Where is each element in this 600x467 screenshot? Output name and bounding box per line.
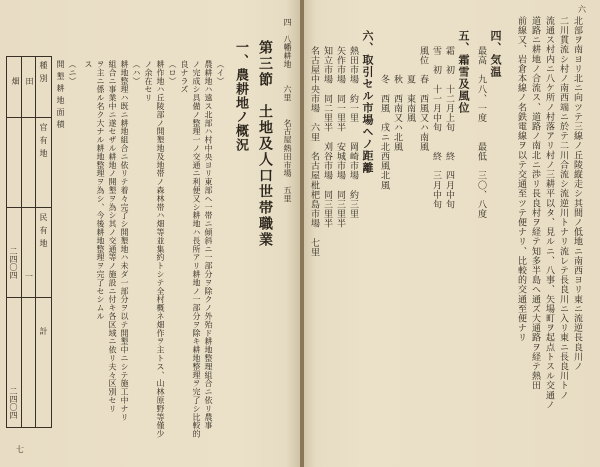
- paragraph-line: 耕地整理ハ既ニ耕地組合ニ依リテ着々完了シ開墾地ハ未ダ一部分ヲ以テ開墾中ニシテ施工中ナリ: [120, 60, 129, 422]
- paragraph-line: ヲ主ニ係ル名ク大ナル耕地整理ヲ為シ、今後耕地整理ヲ完了セシムル: [96, 60, 105, 321]
- frost-line: 霜 初 十二月上旬 終 四月中旬: [444, 46, 454, 210]
- frost-line: 冬 西風 戌ニ北西風北風: [379, 46, 389, 190]
- subsection-marker: （イ）: [216, 60, 225, 86]
- table-divider: [7, 117, 51, 118]
- subsection-marker: （ニ）: [68, 60, 77, 86]
- table-title: 開墾耕地面積: [56, 60, 65, 132]
- paragraph-line: （ロ）: [168, 60, 177, 86]
- paragraph-line: 耕作地ハ丘陵部ノ開墾地及地帯ノ森林帯ハ畑等並集約トシテ全村概ネ畑作ヲ主トス、山林原野等僅少: [156, 60, 165, 438]
- table-header-private: 民有地: [39, 213, 48, 252]
- section-heading: 一、農耕地ノ概況: [233, 40, 248, 152]
- market-line: 名古屋中央市場 六里 名古屋枇杷島市場 七里: [309, 46, 319, 258]
- frost-line: 夏 東南風: [405, 46, 415, 123]
- table-mid-value: 一: [25, 272, 33, 281]
- paragraph-line: 前線又、岩倉本線ノ名鉄電線ヲ以テ交通至ツテ便ナリ、比較的交通至便ナリ: [516, 16, 526, 343]
- page-number-right: 六: [578, 5, 586, 14]
- paragraph-line: ス: [84, 60, 93, 69]
- frost-line: 風位 春 西風又ハ南風: [418, 46, 428, 152]
- table-divider: [7, 207, 51, 208]
- table-divider: [7, 297, 51, 298]
- market-line: 矢作市場 同一里半 安城市場 同三里半: [335, 46, 345, 229]
- table-cell-value: 二四〇四: [9, 387, 18, 419]
- paragraph-line: 組合ニ事業中ニ遂セザル耕地ノ開墾ヲ為シ其ノ交通等ノ施設ニ付キ各区域ニ依リ夫々区別セリ: [108, 60, 117, 413]
- table-cell-value: 二四〇四: [9, 247, 18, 279]
- paragraph-line: 流通ス村内ニ八ケ所ノ村落アリ村ノ三耕平以タ、見ルニ、八事、矢場町ヲ起点トスル交通ノ: [544, 16, 554, 410]
- paragraph-line: ノ完成シ具備ノ整理一ノ交通ニ利便又シ耕地ハ長所アリ耕地ノ一部分ヲ除キ耕地整理ヲ完了シ比較的: [192, 60, 201, 438]
- paragraph-line: 農耕地ハ遠ス北部ハ村中央ヨリ東部ヘ一帯ニ傾斜ニ一部分ヲ除クノ外殆ド耕地整理組合ニ依リ農事: [204, 60, 213, 430]
- section-heading-temperature: 四、気温: [489, 30, 502, 78]
- acreage-table: [6, 56, 52, 428]
- paragraph-line: ノ余在セリ: [144, 60, 153, 102]
- chapter-heading: 第三節 土地及人口世帯職業: [257, 40, 273, 248]
- table-divider: [35, 57, 36, 427]
- table-divider: [21, 57, 22, 427]
- page-number-left: 七: [16, 445, 24, 454]
- table-row-label: 田: [25, 77, 34, 90]
- table-row-label: 畑: [11, 77, 20, 90]
- section-heading-frost: 五、霜雪及風位: [457, 30, 470, 114]
- section-heading-markets: 六、取引セル市場ヘノ距離: [361, 30, 374, 174]
- running-header: 四 八幡耕地 六里 名古屋熱田市場 五里: [283, 18, 292, 203]
- right-page: [302, 0, 600, 467]
- paragraph-line: （ハ）: [132, 60, 141, 86]
- paragraph-line: 道路ニ耕地ノ合流ス、道路ノ南北ニ渉リ長良村ヲ経テ知多半島へ通ズ大通路ヲ経テ熱田: [530, 16, 540, 391]
- table-header-govt: 官有地: [39, 123, 48, 162]
- paragraph-line: 二川貫流シ村ノ南西端ニ於テ二川合流シ流逆川トナリ流レテ長良川ニ入リ東ニ長良川トノ: [558, 16, 568, 400]
- table-header-total: 計: [39, 327, 48, 340]
- frost-line: 秋 西南又ハ北風: [392, 46, 402, 152]
- temperature-line: 最高 九八、一度 最低 三〇、八度: [476, 46, 486, 219]
- market-line: 知立市場 同二里半 刈谷市場 同三里半: [322, 46, 332, 229]
- paragraph-line: 良ナラズ: [180, 60, 189, 94]
- paragraph-line: 北部ヲ南ヨリ北ニ向ツテ三線ノ丘陵縦走シ其間ノ低地ニ南西ヨリ東ニ流逆長良川ノ: [572, 16, 582, 372]
- table-header-type: 種別: [39, 61, 48, 87]
- market-line: 熱田市場 約一里 岡崎市場 約三里: [348, 46, 358, 219]
- frost-line: 雪 初 十一月中旬 終 三月中旬: [431, 46, 441, 210]
